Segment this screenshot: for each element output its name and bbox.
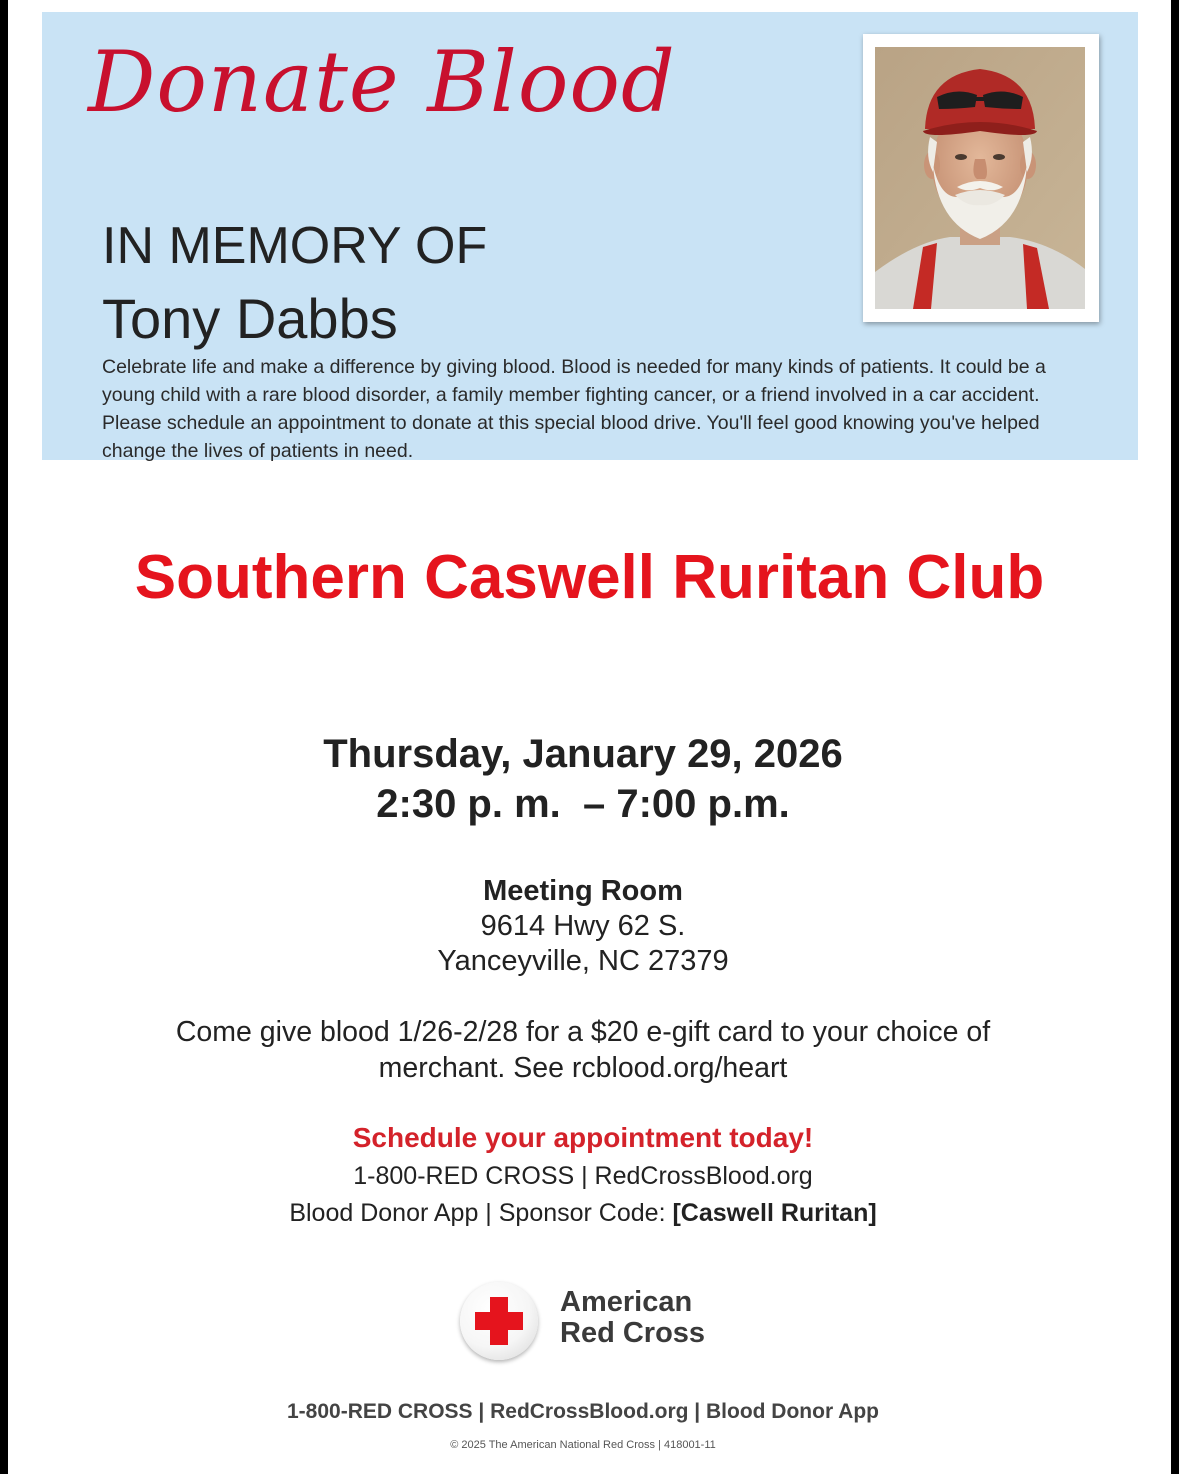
portrait-illustration	[875, 47, 1085, 309]
promo-text: Come give blood 1/26-2/28 for a $20 e-gift card to your choice of merchant. See rcblood.org/heart	[175, 1016, 991, 1084]
flyer-page	[8, 0, 1171, 1474]
event-time: 2:30 p. m. – 7:00 p.m.	[376, 782, 790, 826]
contact-line-phone-web: 1-800-RED CROSS | RedCrossBlood.org	[353, 1162, 813, 1190]
schedule-headline: Schedule your appointment today!	[352, 1122, 814, 1153]
logo-word-american: American	[560, 1286, 693, 1318]
copyright: © 2025 The American National Red Cross | 418001-11	[450, 1439, 716, 1451]
red-cross-logo	[460, 1282, 740, 1362]
footer-links: 1-800-RED CROSS | RedCrossBlood.org | Blood Donor App	[287, 1400, 879, 1423]
venue-address	[8, 874, 1158, 979]
sponsor-code: [Caswell Ruritan]	[672, 1199, 877, 1227]
venue-street: 9614 Hwy 62 S.	[480, 910, 686, 942]
host-organization: Southern Caswell Ruritan Club	[134, 543, 1045, 612]
contact-info	[8, 1158, 1158, 1232]
event-date: Thursday, January 29, 2026	[323, 732, 843, 776]
memorial-portrait	[863, 34, 1099, 322]
honoree-name: Tony Dabbs	[102, 287, 398, 350]
logo-wordmark	[560, 1287, 705, 1349]
venue-room: Meeting Room	[483, 875, 683, 907]
intro-paragraph: Celebrate life and make a difference by giving blood. Blood is needed for many kinds of patients. It could be a young child with a rare blood disorder, a family member fighting cancer, or a friend involved in a car accident. Please schedule an appointment to donate at this special blood drive. You'll feel good knowing you've helped change the lives of patients in need.	[102, 356, 1046, 462]
in-memory-of-heading: IN MEMORY OF	[102, 217, 488, 275]
donate-blood-title: Donate Blood	[88, 33, 676, 131]
venue-city: Yanceyville, NC 27379	[437, 945, 729, 977]
red-cross-icon	[471, 1293, 527, 1349]
logo-badge	[460, 1282, 538, 1360]
contact-line-app	[8, 1195, 1158, 1232]
app-sponsor-label: Blood Donor App | Sponsor Code:	[289, 1199, 673, 1227]
logo-word-red-cross: Red Cross	[560, 1317, 706, 1349]
